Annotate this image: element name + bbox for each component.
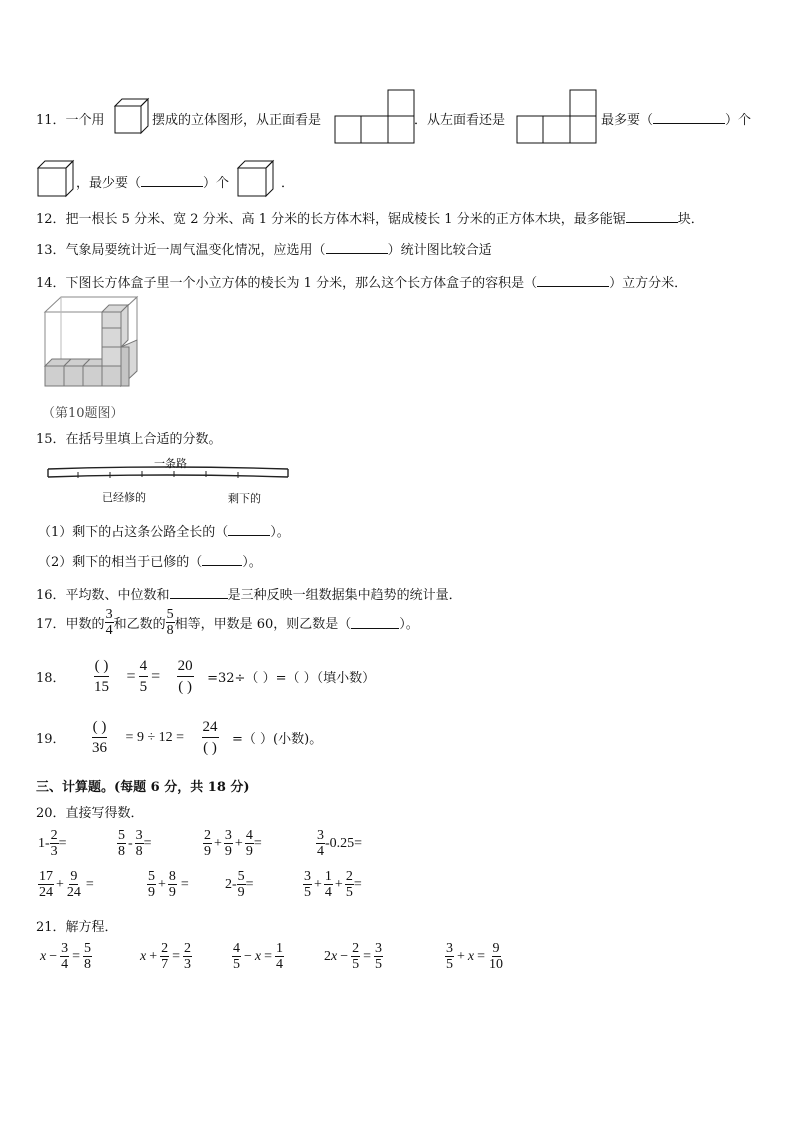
q16-blank[interactable] [170,587,228,599]
expr-suffix: = [143,835,152,851]
operator: + [149,948,158,964]
q15-sub2 [38,551,262,570]
q18-fraction-2 [139,656,149,697]
q21-equation-5 [445,941,504,972]
numerator: 5 [118,828,125,843]
q17-text-3: 相等，甲数是 60，则乙数是（ [174,617,352,632]
numerator: 24 [202,717,219,738]
q11-text-1: 一个用 [65,113,105,128]
q20-expr-4 [316,828,362,859]
q20-expr-3 [203,828,262,859]
q15-text: 在括号里填上合适的分数。 [65,432,222,447]
q20-text: 直接写得数． [65,806,144,821]
numerator: 3 [304,869,311,884]
equals-sign: = [126,667,136,685]
q15-sub1 [38,521,290,540]
q11-number: 11． [36,113,66,128]
expr-suffix: = [353,876,362,892]
road-label: 一条路 [154,457,187,470]
q18-tail: =32÷（ ）=（ ）（填小数） [207,671,376,686]
q13-end: ）统计图比较合适 [387,243,492,258]
q14-number: 14． [36,276,66,291]
fraction [237,869,246,900]
fraction [374,941,383,972]
numerator: 2 [50,828,58,843]
numerator: 4 [233,941,240,956]
q11-min-blank[interactable] [141,175,203,187]
q11-line2 [76,172,229,191]
numerator: 4 [245,828,253,843]
q12-text: 把一根长 5 分米、宽 2 分米、高 1 分米的长方体木料，锯成棱长 1 分米的正方体木块，最多能锯 [65,212,626,227]
numerator: 5 [166,607,174,622]
denominator: 4 [105,623,113,638]
operator: + [214,835,222,851]
variable: x [254,948,262,964]
denominator: 4 [317,844,324,859]
q21-equation-4 [324,941,383,972]
q18-number: 18． [36,671,66,686]
q18-fraction-3 [163,656,207,697]
expr-suffix: = [253,835,262,851]
expr-prefix: 1- [38,835,50,851]
q14-caption: （第10题图） [42,406,124,421]
fraction [316,828,325,859]
equals-sign: = [72,948,81,964]
expr-suffix: -0.25= [325,835,363,851]
q11-text-2: 摆成的立体图形，从正面看是 [152,113,322,128]
variable: x [467,948,475,964]
numerator: 1 [324,869,332,884]
numerator: 5 [237,869,245,884]
q14-line [36,272,687,291]
operator: + [158,876,166,892]
q11-text-4: 最多要（ [601,113,654,128]
variable: x [140,948,147,964]
fraction [60,941,69,972]
q12-number: 12． [36,212,66,227]
q14-end: ）立方分米． [609,276,688,291]
q17-text-1: 甲数的 [65,617,105,632]
numerator: 1 [276,941,284,956]
q21-text: 解方程． [65,920,118,935]
fraction [351,941,360,972]
expr-suffix: = [58,835,67,851]
q15-sub1-end: ）。 [270,525,290,540]
q18-fraction-1 [80,656,124,697]
box-figure [44,296,140,388]
fraction [135,828,144,859]
numerator: 2 [204,828,211,843]
front-view-figure [334,89,416,145]
numerator: 3 [135,828,143,843]
numerator: 5 [148,869,155,884]
fraction [275,941,284,972]
operator: − [244,948,252,964]
q13-text: 气象局要统计近一周气温变化情况，应选用（ [65,243,326,258]
operator: - [128,835,133,851]
denominator: 5 [375,957,383,972]
q12-end: 块． [677,212,704,227]
numerator: 3 [446,941,453,956]
expr-suffix: = [180,876,189,892]
cube-icon [237,160,275,198]
variable: x [331,948,338,964]
q11-line1 [36,109,105,128]
denominator: 4 [324,885,332,900]
q17-number: 17． [36,617,66,632]
operator: + [334,876,343,892]
numerator: 3 [375,941,383,956]
operator: − [49,948,58,964]
fraction [203,828,212,859]
q15-sub1-text: （1）剩下的占这条公路全长的（ [38,525,229,540]
q17-fraction-2 [166,607,175,638]
numerator: 8 [168,869,176,884]
fraction [50,828,59,859]
denominator: 8 [84,957,92,972]
fraction [83,941,92,972]
numerator[interactable]: ( ) [94,656,110,677]
q13-number: 13． [36,243,66,258]
equals-sign: = [172,948,181,964]
q19-fraction-2 [188,717,232,758]
denominator: 9 [204,844,211,859]
q20-number: 20． [36,806,66,821]
fraction [324,869,333,900]
q16-end: 是三种反映一组数据集中趋势的统计量． [227,588,462,603]
denominator: 3 [50,844,58,859]
q13-line [36,239,492,258]
variable: x [40,948,47,964]
fraction [183,941,192,972]
numerator: 9 [492,941,500,956]
q19-tail: =（ ）(小数)。 [232,732,323,747]
q16-text: 平均数、中位数和 [65,588,170,603]
denominator: 7 [161,957,169,972]
operator: − [340,948,349,964]
numerator: 2 [345,869,353,884]
denominator: 24 [39,885,53,900]
denominator: 5 [345,885,353,900]
q15-line [36,428,222,447]
fraction [38,869,54,900]
section-3-heading: 三、计算题。(每题 6 分，共 18 分) [36,780,250,795]
q11-text-7: ）个 [203,176,230,191]
denominator: 5 [139,679,148,695]
denominator: 15 [94,679,110,695]
denominator: 24 [66,885,81,900]
denominator: 5 [352,957,360,972]
q17-blank[interactable] [351,617,399,629]
q21-line [36,916,118,935]
denominator: 8 [118,844,125,859]
q15-sub1-blank[interactable] [228,524,270,536]
denominator: 9 [148,885,155,900]
equals-sign: = [151,667,161,685]
q11-max-blank[interactable] [653,112,725,124]
q11-text-5: ）个 [725,113,752,128]
q19-fraction-1 [78,717,122,758]
denominator: 5 [304,885,311,900]
denominator: 9 [245,844,253,859]
numerator: 3 [61,941,69,956]
q16-line [36,584,462,603]
fraction [488,941,504,972]
q20-expr-2 [117,828,152,859]
denominator[interactable]: ( ) [178,679,192,695]
numerator: 17 [39,869,53,884]
q14-text: 下图长方体盒子里一个小立方体的棱长为 1 分米，那么这个长方体盒子的容积是（ [65,276,538,291]
cube-icon [37,160,75,198]
numerator[interactable]: ( ) [92,717,108,738]
operator: + [314,876,322,892]
coefficient: 2 [324,948,331,964]
fraction [168,869,177,900]
denominator: 4 [276,957,284,972]
denominator: 9 [168,885,176,900]
equals-sign: = [363,948,372,964]
left-label: 剩下的 [228,492,261,505]
numerator: 2 [184,941,192,956]
q15-sub2-end: ）。 [242,555,262,570]
denominator: 4 [61,957,69,972]
numerator: 4 [139,656,149,677]
operator: + [457,948,465,964]
denominator: 3 [184,957,192,972]
q15-sub2-text: （2）剩下的相当于已修的（ [38,555,203,570]
left-view-figure [516,89,598,145]
q20-line [36,802,144,821]
numerator: 3 [317,828,324,843]
cube-icon [114,98,150,136]
q13-blank[interactable] [326,242,388,254]
denominator: 9 [237,885,245,900]
numerator: 3 [105,607,113,622]
denominator: 5 [233,957,240,972]
q21-equation-3 [232,941,284,972]
q11-text-3: ．从左面看还是 [414,113,506,128]
denominator[interactable]: ( ) [203,740,217,756]
numerator: 9 [70,869,78,884]
expr-suffix: = [245,876,254,892]
denominator: 5 [446,957,453,972]
fraction [445,941,454,972]
denominator: 8 [135,844,143,859]
q20-expr-1 [38,828,67,859]
numerator: 2 [161,941,169,956]
q11-line1-tail [601,109,751,128]
done-label: 已经修的 [102,491,146,504]
fraction [224,828,233,859]
fraction [66,869,82,900]
expr-prefix: 2- [225,876,237,892]
q17-fraction-1 [105,607,114,638]
denominator: 10 [489,957,504,972]
numerator: 3 [224,828,232,843]
fraction [232,941,241,972]
q15-sub2-blank[interactable] [202,554,242,566]
fraction [147,869,156,900]
q16-number: 16． [36,588,66,603]
denominator: 36 [92,740,108,756]
q21-number: 21． [36,920,66,935]
numerator: 2 [352,941,360,956]
q17-end: ）。 [399,617,419,632]
equals-sign: = [264,948,273,964]
denominator: 9 [224,844,232,859]
q19-number: 19． [36,732,66,747]
numerator: 20 [177,656,194,677]
q20-expr-6 [147,869,189,900]
fraction [160,941,169,972]
q17-line [36,607,419,638]
q12-line [36,208,704,227]
operator: + [234,835,243,851]
q17-text-2: 和乙数的 [113,617,166,632]
q14-blank[interactable] [537,275,609,287]
q20-expr-8 [303,869,362,900]
fraction [303,869,312,900]
fraction [117,828,126,859]
q11-text-6: ，最少要（ [76,176,142,191]
expr-suffix: = [85,876,94,892]
denominator: 8 [166,623,174,638]
q18-line [36,656,375,697]
q20-expr-5 [38,869,94,900]
numerator: 5 [84,941,92,956]
q19-middle-expression: = 9 ÷ 12 = [125,729,185,745]
q11-text-8: ． [281,176,295,191]
q21-equation-1 [40,941,92,972]
q21-equation-2 [140,941,192,972]
q15-number: 15． [36,432,66,447]
equals-sign: = [477,948,486,964]
q20-expr-7 [225,869,254,900]
fraction [245,828,254,859]
fraction [345,869,354,900]
q12-blank[interactable] [626,211,678,223]
q19-line [36,717,322,758]
operator: + [56,876,64,892]
